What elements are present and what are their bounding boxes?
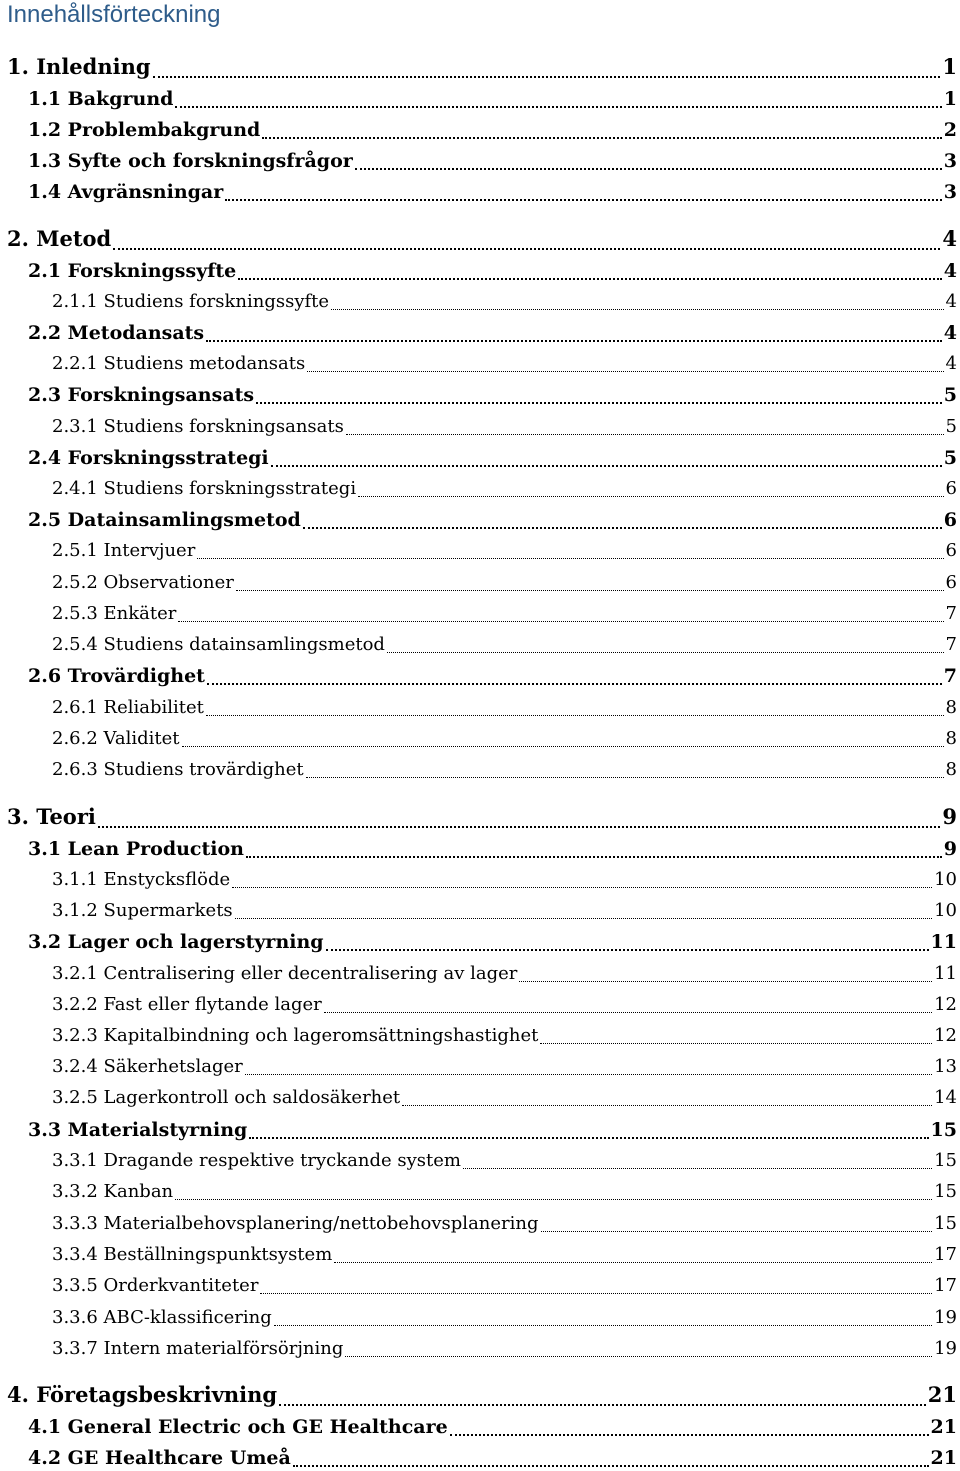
toc-entry[interactable]: [52, 1211, 957, 1237]
toc-entry-label: 3.1.1 Enstycksflöde: [52, 869, 231, 890]
dot-leader: [249, 1137, 928, 1139]
toc-entry-label: 3.3.2 Kanban: [52, 1181, 174, 1202]
dot-leader: [206, 340, 942, 342]
dot-leader: [274, 1325, 932, 1326]
dot-leader: [197, 558, 943, 559]
toc-entry[interactable]: [52, 1242, 957, 1268]
dot-leader: [402, 1105, 932, 1106]
toc-entry-page-number: 8: [945, 728, 957, 749]
dot-leader: [387, 652, 944, 653]
toc-entry-label: 1.1 Bakgrund: [28, 88, 174, 110]
toc-entry[interactable]: [28, 320, 957, 346]
dot-leader: [326, 949, 929, 951]
toc-entry[interactable]: [52, 1336, 957, 1362]
toc-entry-page-number: 7: [945, 634, 957, 655]
toc-entry-page-number: 12: [934, 994, 957, 1015]
toc-entry[interactable]: [52, 695, 957, 721]
toc-entry[interactable]: [28, 179, 957, 205]
dot-leader: [324, 1012, 932, 1013]
toc-entry-label: 2.2.1 Studiens metodansats: [52, 353, 306, 374]
toc-entry-label: 3.2.3 Kapitalbindning och lageromsättningshastighet: [52, 1025, 539, 1046]
toc-entry-label: 3.1.2 Supermarkets: [52, 900, 233, 921]
toc-entry-label: 2.4 Forskningsstrategi: [28, 447, 269, 469]
toc-entry-label: 3.3.6 ABC-klassificering: [52, 1307, 272, 1328]
toc-entry-label: 2.6.1 Reliabilitet: [52, 697, 204, 718]
toc-entry-page-number: 4: [945, 353, 957, 374]
toc-entry[interactable]: [52, 992, 957, 1018]
toc-entry-label: 2.1.1 Studiens forskningssyfte: [52, 291, 330, 312]
dot-leader: [450, 1434, 929, 1436]
dot-leader: [182, 746, 944, 747]
toc-entry-label: 1.2 Problembakgrund: [28, 119, 261, 141]
toc-entry-label: 1.4 Avgränsningar: [28, 181, 224, 203]
dot-leader: [540, 1043, 932, 1044]
toc-entry-page-number: 21: [930, 1447, 957, 1469]
toc-entry[interactable]: [52, 1305, 957, 1331]
toc-entry-page-number: 5: [943, 447, 957, 469]
toc-entry-page-number: 6: [943, 509, 957, 531]
dot-leader: [175, 1199, 932, 1200]
toc-entry-page-number: 12: [934, 1025, 957, 1046]
dot-leader: [355, 168, 942, 170]
toc-entry-label: 2.6 Trovärdighet: [28, 665, 205, 687]
toc-entry-page-number: 9: [942, 804, 957, 829]
toc-entry-page-number: 8: [945, 697, 957, 718]
dot-leader: [175, 106, 941, 108]
toc-entry[interactable]: [28, 663, 957, 689]
dot-leader: [293, 1465, 929, 1467]
dot-leader: [541, 1231, 933, 1232]
toc-entry-page-number: 11: [930, 931, 957, 953]
toc-entry-page-number: 6: [945, 540, 957, 561]
toc-entry-label: 2.5.2 Observationer: [52, 572, 234, 593]
toc-entry-page-number: 11: [934, 963, 957, 984]
toc-entry-label: 3.3.7 Intern materialförsörjning: [52, 1338, 344, 1359]
toc-entry-label: 2.1 Forskningssyfte: [28, 260, 237, 282]
toc-entry[interactable]: [28, 86, 957, 112]
toc-entry-page-number: 15: [934, 1213, 957, 1234]
toc-entry[interactable]: [52, 476, 957, 502]
page-title: Innehållsförteckning: [7, 1, 221, 28]
toc-entry-label: 1.3 Syfte och forskningsfrågor: [28, 150, 353, 172]
toc-entry-label: 3.3.4 Beställningspunktsystem: [52, 1244, 333, 1265]
dot-leader: [345, 1356, 932, 1357]
dot-leader: [260, 1293, 932, 1294]
toc-entry[interactable]: [52, 570, 957, 596]
toc-entry-label: 3.2.4 Säkerhetslager: [52, 1056, 243, 1077]
dot-leader: [346, 434, 944, 435]
toc-entry-label: 2.3 Forskningsansats: [28, 384, 255, 406]
toc-entry[interactable]: [28, 1445, 957, 1471]
dot-leader: [271, 465, 942, 467]
dot-leader: [519, 981, 932, 982]
toc-entry[interactable]: [52, 351, 957, 377]
toc-entry-label: 2.5.4 Studiens datainsamlingsmetod: [52, 634, 385, 655]
toc-entry-page-number: 5: [943, 384, 957, 406]
toc-entry-label: 2.5.1 Intervjuer: [52, 540, 196, 561]
dot-leader: [178, 621, 943, 622]
toc-entry[interactable]: [52, 538, 957, 564]
toc-entry-page-number: 2: [943, 119, 957, 141]
toc-entry-page-number: 3: [943, 150, 957, 172]
toc-entry[interactable]: [52, 1179, 957, 1205]
toc-entry-page-number: 21: [930, 1416, 957, 1438]
toc-entry-page-number: 14: [934, 1087, 957, 1108]
dot-leader: [358, 496, 943, 497]
toc-entry[interactable]: [52, 1148, 957, 1174]
toc-entry[interactable]: [7, 224, 957, 254]
toc-entry-label: 2. Metod: [7, 226, 112, 251]
toc-entry[interactable]: [52, 1085, 957, 1111]
toc-entry-page-number: 19: [934, 1307, 957, 1328]
toc-entry-label: 3. Teori: [7, 804, 96, 829]
toc-entry-page-number: 13: [934, 1056, 957, 1077]
toc-entry-page-number: 5: [945, 416, 957, 437]
dot-leader: [279, 1404, 926, 1406]
toc-entry-page-number: 7: [945, 603, 957, 624]
toc-entry-page-number: 10: [934, 869, 957, 890]
toc-entry-page-number: 8: [945, 759, 957, 780]
toc-entry-label: 2.3.1 Studiens forskningsansats: [52, 416, 344, 437]
toc-entry-page-number: 9: [943, 838, 957, 860]
toc-entry[interactable]: [28, 445, 957, 471]
toc-entry-page-number: 4: [943, 322, 957, 344]
toc-entry-label: 3.3.3 Materialbehovsplanering/nettobehovsplanering: [52, 1213, 539, 1234]
dot-leader: [207, 683, 942, 685]
toc-entry-page-number: 19: [934, 1338, 957, 1359]
dot-leader: [246, 856, 942, 858]
dot-leader: [334, 1262, 932, 1263]
toc-entry-label: 2.4.1 Studiens forskningsstrategi: [52, 478, 357, 499]
dot-leader: [113, 248, 940, 250]
toc-entry[interactable]: [28, 929, 957, 955]
dot-leader: [235, 918, 932, 919]
toc-entry-page-number: 4: [942, 226, 957, 251]
toc-entry-page-number: 4: [945, 291, 957, 312]
toc-entry[interactable]: [52, 1023, 957, 1049]
toc-entry[interactable]: [52, 1273, 957, 1299]
toc-entry-page-number: 1: [942, 54, 957, 79]
toc-entry-page-number: 6: [945, 478, 957, 499]
toc-entry[interactable]: [52, 757, 957, 783]
dot-leader: [307, 371, 943, 372]
toc-entry[interactable]: [28, 148, 957, 174]
toc-entry-page-number: 3: [943, 181, 957, 203]
toc-entry[interactable]: [52, 726, 957, 752]
toc-entry[interactable]: [28, 382, 957, 408]
toc-entry-page-number: 21: [927, 1382, 957, 1407]
toc-entry[interactable]: [52, 601, 957, 627]
toc-entry-label: 2.6.2 Validitet: [52, 728, 180, 749]
toc-entry-page-number: 15: [934, 1181, 957, 1202]
dot-leader: [303, 527, 942, 529]
dot-leader: [256, 402, 942, 404]
toc-entry[interactable]: [52, 1054, 957, 1080]
dot-leader: [225, 199, 942, 201]
toc-entry-page-number: 15: [930, 1119, 957, 1141]
toc-entry-label: 3.2.1 Centralisering eller decentralisering av lager: [52, 963, 518, 984]
dot-leader: [206, 715, 944, 716]
toc-entry[interactable]: [28, 507, 957, 533]
dot-leader: [153, 76, 941, 78]
dot-leader: [232, 887, 932, 888]
dot-leader: [238, 278, 941, 280]
toc-entry-page-number: 15: [934, 1150, 957, 1171]
toc-entry[interactable]: [52, 898, 957, 924]
toc-entry-page-number: 17: [934, 1275, 957, 1296]
toc-entry-label: 2.2 Metodansats: [28, 322, 205, 344]
toc-entry[interactable]: [28, 258, 957, 284]
dot-leader: [245, 1074, 932, 1075]
toc-entry-label: 4.2 GE Healthcare Umeå: [28, 1447, 291, 1469]
dot-leader: [236, 590, 944, 591]
toc-entry[interactable]: [28, 1117, 957, 1143]
dot-leader: [262, 137, 941, 139]
toc-entry-page-number: 17: [934, 1244, 957, 1265]
toc-entry-label: 3.2.5 Lagerkontroll och saldosäkerhet: [52, 1087, 401, 1108]
toc-entry-label: 1. Inledning: [7, 54, 151, 79]
dot-leader: [331, 309, 943, 310]
toc-entry[interactable]: [52, 867, 957, 893]
toc-entry[interactable]: [7, 1380, 957, 1410]
toc-entry[interactable]: [28, 117, 957, 143]
dot-leader: [306, 777, 944, 778]
toc-entry[interactable]: [28, 1414, 957, 1440]
toc-entry-label: 3.2.2 Fast eller flytande lager: [52, 994, 322, 1015]
toc-entry[interactable]: [52, 414, 957, 440]
toc-entry[interactable]: [52, 961, 957, 987]
toc-entry-label: 2.6.3 Studiens trovärdighet: [52, 759, 304, 780]
toc-entry-label: 3.3.5 Orderkvantiteter: [52, 1275, 259, 1296]
toc-entry[interactable]: [28, 836, 957, 862]
dot-leader: [98, 826, 941, 828]
dot-leader: [463, 1168, 932, 1169]
toc-entry-label: 4. Företagsbeskrivning: [7, 1382, 278, 1407]
toc-entry-label: 3.1 Lean Production: [28, 838, 244, 860]
toc-entry-page-number: 7: [943, 665, 957, 687]
toc-entry-page-number: 10: [934, 900, 957, 921]
toc-entry-label: 3.2 Lager och lagerstyrning: [28, 931, 324, 953]
toc-entry-label: 2.5 Datainsamlingsmetod: [28, 509, 301, 531]
toc-entry-page-number: 1: [943, 88, 957, 110]
toc-entry[interactable]: [7, 52, 957, 82]
toc-entry[interactable]: [7, 802, 957, 832]
toc-entry-label: 4.1 General Electric och GE Healthcare: [28, 1416, 448, 1438]
toc-entry-page-number: 4: [943, 260, 957, 282]
toc-entry-label: 3.3 Materialstyrning: [28, 1119, 248, 1141]
toc-entry-page-number: 6: [945, 572, 957, 593]
toc-entry[interactable]: [52, 632, 957, 658]
toc-entry-label: 2.5.3 Enkäter: [52, 603, 177, 624]
toc-entry[interactable]: [52, 289, 957, 315]
toc-entry-label: 3.3.1 Dragande respektive tryckande system: [52, 1150, 461, 1171]
